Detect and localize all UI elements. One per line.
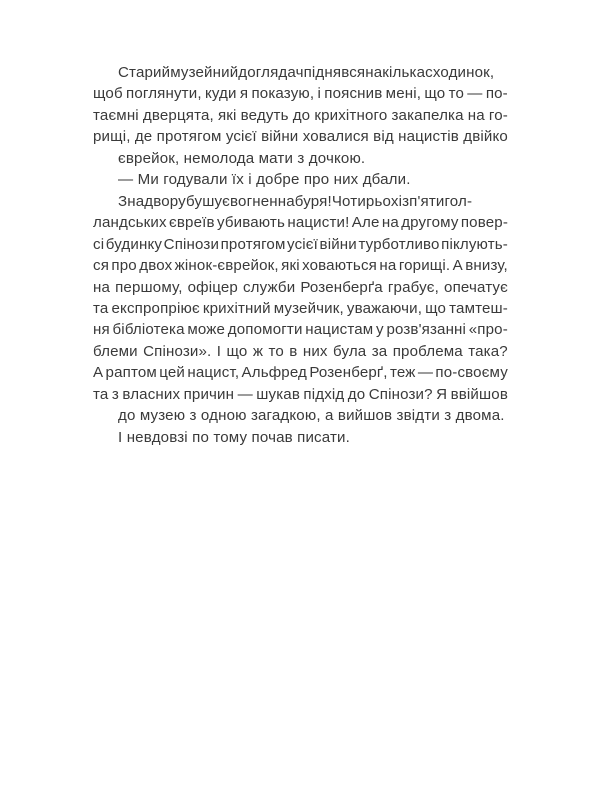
- word: протягом: [156, 128, 222, 146]
- word: блеми: [93, 342, 138, 360]
- word: євреїв: [169, 214, 215, 232]
- word: протягом: [220, 235, 286, 253]
- word: них: [302, 342, 328, 360]
- word: —: [237, 385, 253, 403]
- word: закапелка: [391, 106, 464, 124]
- word: офіцер: [187, 278, 238, 296]
- word: опечатує: [444, 278, 508, 296]
- word: шукав: [256, 385, 300, 403]
- word: була: [333, 342, 367, 360]
- word: то: [448, 85, 465, 103]
- word: пояснив: [324, 85, 383, 103]
- word: ведуть: [240, 106, 289, 124]
- word: таємні: [93, 106, 139, 124]
- text-line: — Ми годували їх і добре про них дбали.: [118, 171, 411, 189]
- body-text-block: [93, 62, 508, 448]
- word: на: [93, 278, 111, 296]
- word: до: [347, 385, 366, 403]
- word: допомогти: [227, 321, 303, 339]
- word: горищі.: [398, 257, 451, 275]
- word: сі: [93, 235, 105, 253]
- word: дверцята,: [142, 106, 214, 124]
- word: експропріює: [111, 299, 200, 317]
- word: то: [268, 342, 284, 360]
- word: власних: [122, 385, 181, 403]
- word: по-: [485, 85, 508, 103]
- word: нацистам: [305, 321, 374, 339]
- word: з: [111, 385, 119, 403]
- word: —: [417, 364, 434, 382]
- word: на: [365, 64, 383, 81]
- text-line: І невдовзі по тому почав писати.: [118, 428, 350, 446]
- word: за: [371, 342, 388, 360]
- word: Знадвору: [118, 192, 187, 210]
- word: Я: [436, 385, 448, 403]
- text-line: [93, 255, 508, 276]
- word: усієї: [225, 128, 257, 146]
- word: від: [373, 128, 394, 146]
- word: крихітного: [314, 106, 388, 124]
- word: нацисти!: [287, 214, 350, 232]
- text-line: [93, 83, 508, 104]
- word: із: [398, 192, 410, 210]
- word: Спінози».: [143, 342, 212, 360]
- word: причин: [183, 385, 235, 403]
- word: по-своєму: [435, 364, 508, 382]
- paragraph-2-dialogue: [93, 169, 508, 190]
- word: які: [217, 106, 237, 124]
- word: А: [452, 257, 463, 275]
- text-line: [93, 62, 508, 83]
- text-line: [93, 126, 508, 147]
- word: до: [292, 106, 311, 124]
- word: піклують-: [441, 235, 508, 253]
- word: теж: [389, 364, 416, 382]
- word: я: [239, 85, 249, 103]
- word: кілька: [382, 64, 426, 81]
- text-line: до музею з одною загадкою, а вийшов звідти з двома.: [118, 407, 505, 425]
- word: «про-: [468, 321, 508, 339]
- text-line: єврейок, немолода мати з дочкою.: [118, 149, 366, 167]
- word: що: [424, 85, 446, 103]
- text-line: [93, 298, 508, 319]
- word: двох: [139, 257, 173, 275]
- word: що: [226, 342, 248, 360]
- paragraph-3: [93, 191, 508, 427]
- word: рищі,: [93, 128, 131, 146]
- word: на: [381, 214, 399, 232]
- word: раптом: [105, 364, 157, 382]
- word: ввійшов: [450, 385, 508, 403]
- word: буря!: [294, 192, 332, 210]
- word: Старий: [118, 64, 171, 81]
- word: ж: [252, 342, 264, 360]
- word: розв'язанні: [386, 321, 467, 339]
- text-line: [93, 341, 508, 362]
- text-line: [93, 277, 508, 298]
- word: музейчик,: [273, 299, 344, 317]
- paragraph-1: [93, 62, 508, 169]
- word: та: [93, 299, 109, 317]
- word: куди: [204, 85, 237, 103]
- word: Спінози?: [368, 385, 433, 403]
- word: —: [467, 85, 483, 103]
- word: турботливо: [358, 235, 440, 253]
- word: ховаються: [302, 257, 377, 275]
- text-line: [93, 105, 508, 126]
- word: ня: [93, 321, 110, 339]
- text-line: [93, 191, 508, 212]
- word: А: [93, 364, 104, 382]
- word: на: [379, 257, 397, 275]
- word: проблема: [392, 342, 463, 360]
- word: тамтеш-: [449, 299, 508, 317]
- word: мені,: [385, 85, 422, 103]
- text-line: [93, 234, 508, 255]
- text-line: [93, 362, 508, 383]
- word: музейний: [170, 64, 239, 81]
- word: усієї: [287, 235, 318, 253]
- word: бушує: [186, 192, 231, 210]
- text-line: [93, 319, 508, 340]
- word: ховалися: [302, 128, 369, 146]
- word: крихітний: [202, 299, 271, 317]
- paragraph-4: [93, 427, 508, 448]
- word: Альфред: [241, 364, 308, 382]
- word: про: [111, 257, 137, 275]
- word: підхід: [303, 385, 345, 403]
- word: внизу,: [465, 257, 508, 275]
- word: та: [93, 385, 109, 403]
- word: жінок-єврейок,: [174, 257, 279, 275]
- word: нацистів: [398, 128, 459, 146]
- word: Розенберґ,: [309, 364, 388, 382]
- word: убивають: [217, 214, 286, 232]
- word: го-: [488, 106, 508, 124]
- word: вогненна: [230, 192, 295, 210]
- word: що: [425, 299, 447, 317]
- word: гол-: [444, 192, 473, 210]
- word: Розенберґа: [300, 278, 383, 296]
- word: служби: [242, 278, 296, 296]
- word: у: [376, 321, 384, 339]
- word: показую,: [251, 85, 315, 103]
- word: першому,: [115, 278, 183, 296]
- word: війни: [319, 235, 357, 253]
- word: така?: [468, 342, 508, 360]
- word: де: [134, 128, 153, 146]
- word: уважаючи,: [346, 299, 423, 317]
- word: щоб: [93, 85, 123, 103]
- word: які: [281, 257, 300, 275]
- text-line: [93, 212, 508, 233]
- word: ландських: [93, 214, 167, 232]
- word: поглянути,: [126, 85, 202, 103]
- word: бібліотека: [112, 321, 185, 339]
- word: І: [216, 342, 222, 360]
- word: сходинок,: [425, 64, 495, 81]
- word: п'яти: [409, 192, 445, 210]
- word: Але: [351, 214, 380, 232]
- word: другому: [401, 214, 459, 232]
- word: повер-: [460, 214, 508, 232]
- word: будинку: [105, 235, 163, 253]
- word: цей: [159, 364, 186, 382]
- word: піднявся: [303, 64, 366, 81]
- word: нацист,: [187, 364, 240, 382]
- word: Чотирьох: [331, 192, 399, 210]
- word: ся: [93, 257, 110, 275]
- word: війни: [261, 128, 299, 146]
- word: Спінози: [163, 235, 220, 253]
- word: грабує,: [387, 278, 439, 296]
- word: і: [317, 85, 321, 103]
- word: двійко: [463, 128, 508, 146]
- word: в: [289, 342, 298, 360]
- text-line: [93, 384, 508, 405]
- word: доглядач: [238, 64, 304, 81]
- word: на: [467, 106, 485, 124]
- word: може: [187, 321, 226, 339]
